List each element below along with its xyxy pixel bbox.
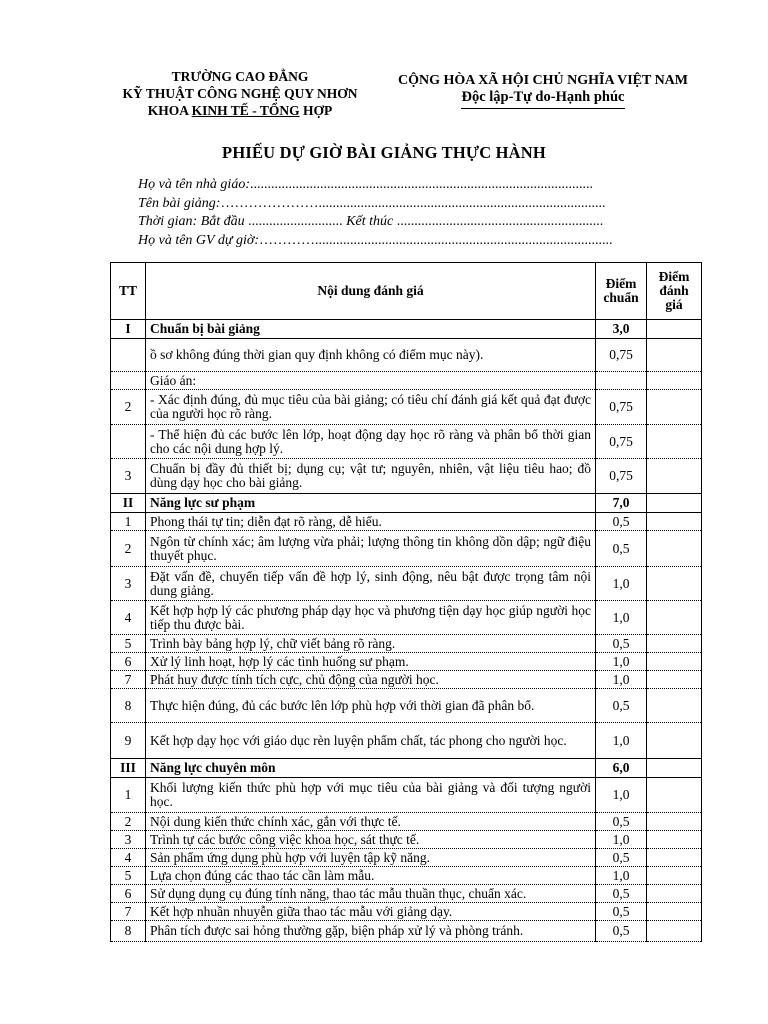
criterion-evaluated-score[interactable]: [647, 601, 702, 635]
section-row: [111, 320, 702, 339]
faculty-suffix: HỢP: [299, 103, 333, 118]
criterion-content: Phân tích được sai hỏng thường gặp, biện pháp xử lý và phòng tránh.: [146, 921, 596, 942]
criterion-standard-score: 1,0: [596, 601, 647, 635]
header-evaluated-score: Điểm đánh giá: [647, 263, 702, 320]
observer-name-line[interactable]: [138, 232, 698, 251]
criterion-standard-score: 0,5: [596, 689, 647, 723]
criterion-number: 4: [111, 849, 146, 867]
section-evaluated-score[interactable]: [647, 494, 702, 513]
criterion-number: 2: [111, 390, 146, 425]
teacher-name-label: Họ và tên nhà giáo:: [138, 177, 250, 192]
school-header: [95, 68, 385, 119]
criterion-evaluated-score[interactable]: [647, 459, 702, 494]
criterion-content: Kết hợp dạy học với giáo dục rèn luyện phẩm chất, tác phong cho người học.: [146, 723, 596, 759]
criterion-number: 9: [111, 723, 146, 759]
section-evaluated-score[interactable]: [647, 320, 702, 339]
criterion-evaluated-score[interactable]: [647, 671, 702, 689]
criterion-standard-score: 0,5: [596, 513, 647, 531]
criterion-content: Sản phẩm ứng dụng phù hợp với luyện tập kỹ năng.: [146, 849, 596, 867]
criterion-standard-score: 0,5: [596, 813, 647, 831]
criterion-content: - Xác định đúng, đủ mục tiêu của bài giảng; có tiêu chí đánh giá kết quả đạt được của người học rõ ràng.: [146, 390, 596, 425]
criterion-content: Lựa chọn đúng các thao tác cần làm mẫu.: [146, 867, 596, 885]
table-row: [111, 671, 702, 689]
nation-name: CỘNG HÒA XÃ HỘI CHỦ NGHĨA VIỆT NAM: [397, 73, 688, 88]
section-standard-score: 3,0: [596, 320, 647, 339]
table-row: [111, 635, 702, 653]
criterion-evaluated-score[interactable]: [647, 921, 702, 942]
criterion-evaluated-score[interactable]: [647, 903, 702, 921]
criterion-standard-score: [596, 372, 647, 390]
faculty-prefix: KHOA: [147, 103, 192, 118]
criterion-number: 6: [111, 653, 146, 671]
national-motto: Độc lập-Tự do-Hạnh phúc: [461, 89, 624, 109]
header-content: Nội dung đánh giá: [146, 263, 596, 320]
criterion-content: Nội dung kiến thức chính xác, gắn với thực tế.: [146, 813, 596, 831]
criterion-number: 7: [111, 903, 146, 921]
criterion-content: Giáo án:: [146, 372, 596, 390]
criterion-evaluated-score[interactable]: [647, 778, 702, 813]
header-standard-score: Điểm chuẩn: [596, 263, 647, 320]
criterion-evaluated-score[interactable]: [647, 813, 702, 831]
observer-name-field[interactable]: ………….....................................................................................: [259, 232, 613, 248]
criterion-number: 6: [111, 885, 146, 903]
faculty-name: [95, 102, 385, 119]
table-row: [111, 867, 702, 885]
lesson-name-label: Tên bài giảng:: [138, 195, 221, 211]
criterion-number: 1: [111, 778, 146, 813]
criterion-number: 2: [111, 531, 146, 567]
criterion-standard-score: 1,0: [596, 831, 647, 849]
observation-info: [138, 176, 698, 250]
table-row: [111, 813, 702, 831]
section-row: [111, 494, 702, 513]
section-standard-score: 7,0: [596, 494, 647, 513]
start-time-field[interactable]: ...........................: [244, 214, 343, 229]
criterion-standard-score: 0,5: [596, 635, 647, 653]
table-row: [111, 372, 702, 390]
criterion-content: Kết hợp hợp lý các phương pháp dạy học và phương tiện dạy học giúp người học tiếp thu được bài.: [146, 601, 596, 635]
criterion-standard-score: 0,5: [596, 531, 647, 567]
section-title: Năng lực chuyên môn: [146, 759, 596, 778]
criterion-standard-score: 0,75: [596, 339, 647, 372]
criterion-evaluated-score[interactable]: [647, 867, 702, 885]
teacher-name-line[interactable]: [138, 176, 698, 195]
criterion-evaluated-score[interactable]: [647, 513, 702, 531]
end-time-label: Kết thúc: [342, 214, 394, 229]
header-tt: TT: [111, 263, 146, 320]
table-row: [111, 885, 702, 903]
table-header-row: [111, 263, 702, 320]
criterion-content: Kết hợp nhuần nhuyễn giữa thao tác mẫu với giảng dạy.: [146, 903, 596, 921]
table-row: [111, 831, 702, 849]
table-row: [111, 653, 702, 671]
criterion-evaluated-score[interactable]: [647, 390, 702, 425]
criterion-evaluated-score[interactable]: [647, 831, 702, 849]
table-row: [111, 339, 702, 372]
table-row: [111, 903, 702, 921]
lesson-name-field[interactable]: …………………..................................................................................: [220, 195, 606, 211]
criterion-evaluated-score[interactable]: [647, 689, 702, 723]
criterion-number: 2: [111, 813, 146, 831]
criterion-standard-score: 1,0: [596, 723, 647, 759]
criterion-standard-score: 0,75: [596, 425, 647, 459]
criterion-number: 5: [111, 635, 146, 653]
criterion-evaluated-score[interactable]: [647, 425, 702, 459]
criterion-content: Trình bày bảng hợp lý, chữ viết bảng rõ ràng.: [146, 635, 596, 653]
criterion-evaluated-score[interactable]: [647, 849, 702, 867]
table-row: [111, 390, 702, 425]
criterion-evaluated-score[interactable]: [647, 372, 702, 390]
document-title: PHIẾU DỰ GIỜ BÀI GIẢNG THỰC HÀNH: [222, 143, 546, 162]
criterion-content: Khối lượng kiến thức phù hợp với mục tiêu của bài giảng và đối tượng người học.: [146, 778, 596, 813]
criterion-standard-score: 0,5: [596, 885, 647, 903]
school-name-line2: KỸ THUẬT CÔNG NGHỆ QUY NHƠN: [122, 86, 358, 101]
criterion-number: [111, 372, 146, 390]
table-row: [111, 601, 702, 635]
criterion-number: 5: [111, 867, 146, 885]
criterion-standard-score: 1,0: [596, 778, 647, 813]
section-evaluated-score[interactable]: [647, 759, 702, 778]
section-title: Năng lực sư phạm: [146, 494, 596, 513]
criterion-number: 1: [111, 513, 146, 531]
table-body: [111, 320, 702, 942]
faculty-underlined: KINH TẾ - TỔNG: [191, 103, 300, 118]
table-row: [111, 689, 702, 723]
table-row: [111, 567, 702, 601]
criterion-standard-score: 1,0: [596, 567, 647, 601]
criterion-number: 7: [111, 671, 146, 689]
criterion-evaluated-score[interactable]: [647, 635, 702, 653]
school-name-line1: TRƯỜNG CAO ĐẲNG: [171, 69, 309, 84]
criterion-number: 8: [111, 689, 146, 723]
section-row: [111, 759, 702, 778]
section-title: Chuẩn bị bài giảng: [146, 320, 596, 339]
teacher-name-field[interactable]: ..................................................................................................: [249, 177, 593, 192]
table-row: [111, 459, 702, 494]
criterion-standard-score: 0,75: [596, 390, 647, 425]
criterion-standard-score: 0,5: [596, 903, 647, 921]
criterion-standard-score: 0,75: [596, 459, 647, 494]
table-row: [111, 921, 702, 942]
criterion-content: Trình tự các bước công việc khoa học, sát thực tế.: [146, 831, 596, 849]
criterion-content: Phong thái tự tin; diễn đạt rõ ràng, dễ hiểu.: [146, 513, 596, 531]
criterion-number: 3: [111, 567, 146, 601]
section-number: III: [111, 759, 146, 778]
criterion-standard-score: 1,0: [596, 671, 647, 689]
section-number: II: [111, 494, 146, 513]
criterion-evaluated-score[interactable]: [647, 653, 702, 671]
table-row: [111, 723, 702, 759]
start-time-label: Thời gian: Bắt đầu: [138, 214, 245, 229]
criterion-content: - Thể hiện đủ các bước lên lớp, hoạt động dạy học rõ ràng và phân bổ thời gian cho các nội dung hợp lý.: [146, 425, 596, 459]
criterion-number: 8: [111, 921, 146, 942]
table-row: [111, 778, 702, 813]
criterion-evaluated-score[interactable]: [647, 339, 702, 372]
criterion-standard-score: 1,0: [596, 653, 647, 671]
criterion-content: Chuẩn bị đầy đủ thiết bị; dụng cụ; vật tư; nguyên, nhiên, vật liệu tiêu hao; đồ dùng dạy học cho bài giảng.: [146, 459, 596, 494]
end-time-field[interactable]: ...........................................................: [393, 214, 604, 229]
criterion-content: Phát huy được tính tích cực, chủ động của người học.: [146, 671, 596, 689]
criterion-evaluated-score[interactable]: [647, 567, 702, 601]
criterion-evaluated-score[interactable]: [647, 531, 702, 567]
section-number: I: [111, 320, 146, 339]
criterion-standard-score: 0,5: [596, 849, 647, 867]
criterion-evaluated-score[interactable]: [647, 885, 702, 903]
lesson-name-line[interactable]: [138, 195, 698, 214]
criterion-standard-score: 0,5: [596, 921, 647, 942]
criterion-content: Đặt vấn đề, chuyển tiếp vấn đề hợp lý, sinh động, nêu bật được trọng tâm nội dung giảng.: [146, 567, 596, 601]
criterion-standard-score: 1,0: [596, 867, 647, 885]
criterion-number: [111, 339, 146, 372]
table-row: [111, 849, 702, 867]
criterion-content: Thực hiện đúng, đủ các bước lên lớp phù hợp với thời gian đã phân bổ.: [146, 689, 596, 723]
criterion-content: ồ sơ không đúng thời gian quy định không có điểm mục này).: [146, 339, 596, 372]
table-row: [111, 425, 702, 459]
observer-name-label: Họ và tên GV dự giờ:: [138, 232, 259, 248]
criterion-number: 4: [111, 601, 146, 635]
criterion-number: [111, 425, 146, 459]
evaluation-table: [110, 262, 702, 942]
time-line[interactable]: [138, 213, 698, 232]
criterion-number: 3: [111, 459, 146, 494]
table-row: [111, 513, 702, 531]
criterion-evaluated-score[interactable]: [647, 723, 702, 759]
criterion-content: Sử dụng dụng cụ đúng tính năng, thao tác mẫu thuần thục, chuẩn xác.: [146, 885, 596, 903]
criterion-number: 3: [111, 831, 146, 849]
criterion-content: Ngôn từ chính xác; âm lượng vừa phải; lượng thông tin không dồn dập; ngữ điệu thuyết phục.: [146, 531, 596, 567]
criterion-content: Xử lý linh hoạt, hợp lý các tình huống sư phạm.: [146, 653, 596, 671]
national-header: [378, 72, 708, 109]
section-standard-score: 6,0: [596, 759, 647, 778]
table-row: [111, 531, 702, 567]
